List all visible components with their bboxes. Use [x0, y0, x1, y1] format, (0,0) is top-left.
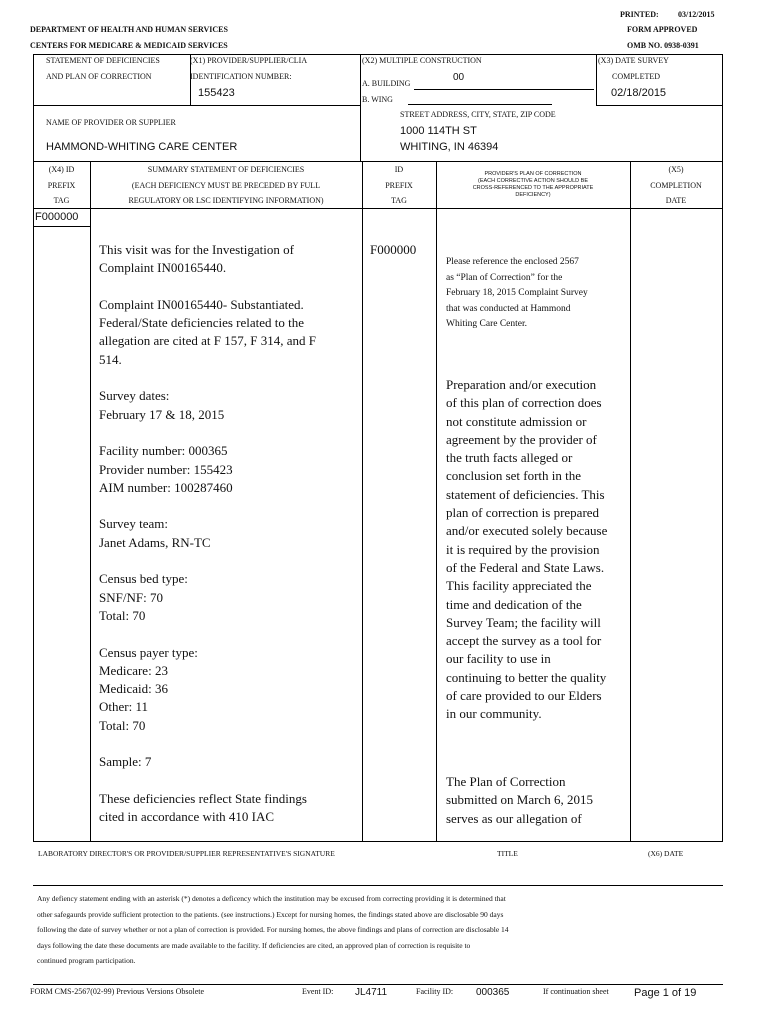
x5-label-2: COMPLETION — [650, 181, 702, 190]
footnote-text — [37, 891, 722, 969]
summary-line: Census bed type: — [99, 571, 188, 587]
summary-line: Medicare: 23 — [99, 662, 168, 678]
summary-line: Survey team: — [99, 516, 168, 532]
provider-name: HAMMOND-WHITING CARE CENTER — [46, 141, 238, 153]
footnote-line: other safegaurds provide sufficient protection to the patients. (see instructions.) Except for nursing homes, the findings stated above are disclosable 90 days — [37, 909, 504, 919]
plan-disclaimer-line: conclusion set forth in the — [446, 468, 582, 484]
x4-label-1: (X4) ID — [48, 165, 75, 174]
summary-line: Facility number: 000365 — [99, 443, 228, 459]
x5-label-1: (X5) — [668, 165, 684, 174]
divider-x2 — [360, 54, 361, 162]
plan-intro-line: as “Plan of Correction” for the — [446, 272, 563, 283]
summary-line — [99, 552, 361, 570]
plan-intro-line: Please reference the enclosed 2567 — [446, 257, 579, 267]
summary-line: Federal/State deficiencies related to the — [99, 315, 305, 331]
tag-left-underline — [33, 226, 90, 227]
x4-label-2: PREFIX — [47, 181, 76, 190]
plan-submission-line: The Plan of Correction — [446, 774, 566, 789]
plan-disclaimer-line: agreement by the provider of — [446, 431, 597, 447]
footnote-line: days following the date these documents are made available to the facility. If deficiencies are cited, an approved plan of correction is requisite to — [37, 940, 471, 950]
summary-line — [99, 625, 361, 643]
col-divider-2 — [362, 162, 363, 842]
footer-top-line — [33, 984, 723, 985]
x1-value: 155423 — [198, 87, 235, 99]
summary-line — [99, 369, 361, 387]
department-title: DEPARTMENT OF HEALTH AND HUMAN SERVICES — [30, 25, 228, 34]
col-divider-3 — [436, 162, 437, 842]
col-right-border — [722, 162, 723, 842]
summary-line — [99, 735, 361, 753]
plan-submission-line: serves as our allegation of — [446, 810, 582, 826]
plan-intro-line: Whiting Care Center. — [446, 319, 527, 329]
col-left-border — [33, 162, 34, 842]
col-divider-1 — [90, 162, 91, 842]
address-label: STREET ADDRESS, CITY, STATE, ZIP CODE — [400, 110, 556, 119]
page-number: Page 1 of 19 — [634, 987, 697, 999]
summary-label-3: REGULATORY OR LSC IDENTIFYING INFORMATION) — [128, 196, 324, 205]
statement-label-2: AND PLAN OF CORRECTION — [46, 72, 152, 81]
x1-label-2: IDENTIFICATION NUMBER: — [190, 72, 292, 81]
summary-line: Sample: 7 — [99, 754, 152, 770]
x2-value: 00 — [453, 72, 465, 83]
building-label: A. BUILDING — [362, 79, 411, 88]
summary-label-2: (EACH DEFICIENCY MUST BE PRECEDED BY FULL — [131, 181, 321, 190]
facility-id-label: Facility ID: — [416, 987, 454, 996]
statement-label-1: STATEMENT OF DEFICIENCIES — [46, 56, 160, 65]
summary-line: Total: 70 — [99, 717, 146, 733]
summary-line: AIM number: 100287460 — [99, 479, 233, 495]
plan-disclaimer-line: continuing to better the quality — [446, 669, 607, 685]
event-id-value: JL4711 — [355, 987, 388, 998]
summary-line: Other: 11 — [99, 699, 148, 715]
id-label-2: PREFIX — [385, 181, 413, 190]
divider-row1-left — [33, 105, 360, 106]
footnote-line: Any defiency statement ending with an asterisk (*) denotes a deficency which the institution may be excused from correcting providing it is determined that — [37, 894, 506, 903]
form-approved: FORM APPROVED — [627, 25, 698, 34]
summary-line — [99, 497, 361, 515]
continuation-label: If continuation sheet — [543, 987, 609, 996]
printed-date: 03/12/2015 — [678, 10, 715, 19]
summary-line: Provider number: 155423 — [99, 461, 233, 477]
x3-value: 02/18/2015 — [611, 87, 667, 99]
summary-line: Total: 70 — [99, 607, 146, 623]
summary-line: These deficiencies reflect State findings — [99, 790, 307, 806]
summary-label-1: SUMMARY STATEMENT OF DEFICIENCIES — [147, 165, 305, 174]
plan-disclaimer-text — [446, 376, 628, 724]
title-label: TITLE — [497, 849, 518, 858]
col-divider-4 — [630, 162, 631, 842]
divider-row2 — [33, 161, 723, 162]
summary-text — [99, 241, 361, 827]
tag-right: F000000 — [370, 242, 417, 257]
summary-line: 514. — [99, 351, 122, 367]
summary-line: allegation are cited at F 157, F 314, and F — [99, 333, 316, 349]
omb-number: OMB NO. 0938-0391 — [627, 41, 699, 50]
plan-disclaimer-line: time and dedication of the — [446, 596, 582, 612]
x4-label-3: TAG — [53, 196, 70, 205]
signature-top-line — [33, 841, 723, 842]
x3-label-1: (X3) DATE SURVEY — [598, 56, 669, 65]
plan-disclaimer-line: of care provided to our Elders — [446, 688, 602, 704]
summary-line — [99, 424, 361, 442]
plan-disclaimer-line: our facility to use in — [446, 651, 551, 667]
x2-label: (X2) MULTIPLE CONSTRUCTION — [362, 56, 482, 65]
plan-intro-text — [446, 255, 628, 333]
summary-line: cited in accordance with 410 IAC — [99, 809, 275, 825]
plan-disclaimer-line: and/or executed solely because — [446, 523, 608, 539]
summary-line: Survey dates: — [99, 388, 170, 404]
summary-line: February 17 & 18, 2015 — [99, 406, 225, 422]
summary-line: This visit was for the Investigation of — [99, 242, 294, 257]
box-right-border — [722, 54, 723, 162]
form-number: FORM CMS-2567(02-99) Previous Versions Obsolete — [30, 987, 205, 996]
summary-line: Census payer type: — [99, 644, 198, 660]
event-id-label: Event ID: — [302, 987, 334, 996]
signature-bottom-line — [33, 885, 723, 886]
header-bottom-line — [33, 208, 723, 209]
id-label-1: ID — [394, 165, 404, 174]
summary-line: Complaint IN00165440. — [99, 260, 227, 276]
x1-label-1: (X1) PROVIDER/SUPPLIER/CLIA — [190, 56, 308, 65]
summary-line: Janet Adams, RN-TC — [99, 534, 211, 550]
summary-line — [99, 278, 361, 296]
plan-disclaimer-line: not constitute admission or — [446, 413, 587, 429]
plan-submission-line: submitted on March 6, 2015 — [446, 792, 593, 808]
plan-submission-text — [446, 773, 628, 828]
box-left-border — [33, 54, 34, 106]
plan-intro-line: February 18, 2015 Complaint Survey — [446, 288, 588, 298]
wing-label: B. WING — [362, 95, 393, 104]
summary-line: Medicaid: 36 — [99, 681, 168, 697]
facility-id-value: 000365 — [476, 987, 510, 998]
x5-label-3: DATE — [665, 196, 687, 205]
plan-label-4: DEFICIENCY) — [515, 192, 551, 198]
plan-label-1: PROVIDER'S PLAN OF CORRECTION — [484, 171, 582, 177]
building-line — [414, 89, 594, 90]
printed-label: PRINTED: — [620, 10, 659, 19]
id-label-3: TAG — [391, 196, 407, 205]
plan-disclaimer-line: of this plan of correction does — [446, 395, 602, 411]
provider-name-label: NAME OF PROVIDER OR SUPPLIER — [46, 118, 176, 127]
plan-disclaimer-line: This facility appreciated the — [446, 578, 592, 594]
address-line-1: 1000 114TH ST — [400, 125, 477, 137]
plan-disclaimer-line: it is required by the provision — [446, 541, 600, 557]
plan-disclaimer-line: accept the survey as a tool for — [446, 633, 602, 649]
x3-label-2: COMPLETED — [612, 72, 660, 81]
signature-label: LABORATORY DIRECTOR'S OR PROVIDER/SUPPLIER REPRESENTATIVE'S SIGNATURE — [38, 849, 335, 858]
box-left-border-2 — [33, 106, 34, 162]
date-label: (X6) DATE — [648, 849, 684, 858]
plan-disclaimer-line: Preparation and/or execution — [446, 377, 597, 392]
box-top-border — [33, 54, 723, 55]
divider-x3 — [596, 54, 597, 106]
plan-disclaimer-line: of the Federal and State Laws. — [446, 559, 605, 575]
plan-disclaimer-line: in our community. — [446, 706, 542, 722]
summary-line — [99, 772, 361, 790]
plan-label-2: (EACH CORRECTIVE ACTION SHOULD BE — [477, 178, 589, 184]
address-line-2: WHITING, IN 46394 — [400, 141, 499, 153]
plan-disclaimer-line: plan of correction is prepared — [446, 505, 600, 521]
summary-line: Complaint IN00165440- Substantiated. — [99, 296, 304, 312]
footnote-line: following the date of survey whether or not a plan of correction is provided. For nursing homes, the above findings and plans of correction are disclosable 14 — [37, 925, 509, 935]
plan-disclaimer-line: statement of deficiencies. This — [446, 486, 605, 502]
plan-label-3: CROSS-REFERENCED TO THE APPROPRIATE — [472, 185, 594, 191]
tag-left: F000000 — [35, 211, 79, 223]
plan-intro-line: that was conducted at Hammond — [446, 303, 571, 314]
plan-disclaimer-line: Survey Team; the facility will — [446, 614, 601, 630]
footnote-line: continued program participation. — [37, 956, 136, 966]
wing-line — [408, 104, 552, 105]
plan-disclaimer-line: the truth facts alleged or — [446, 450, 573, 466]
centers-title: CENTERS FOR MEDICARE & MEDICAID SERVICES — [30, 41, 228, 50]
summary-line: SNF/NF: 70 — [99, 589, 163, 605]
divider-row1-right — [596, 105, 723, 106]
